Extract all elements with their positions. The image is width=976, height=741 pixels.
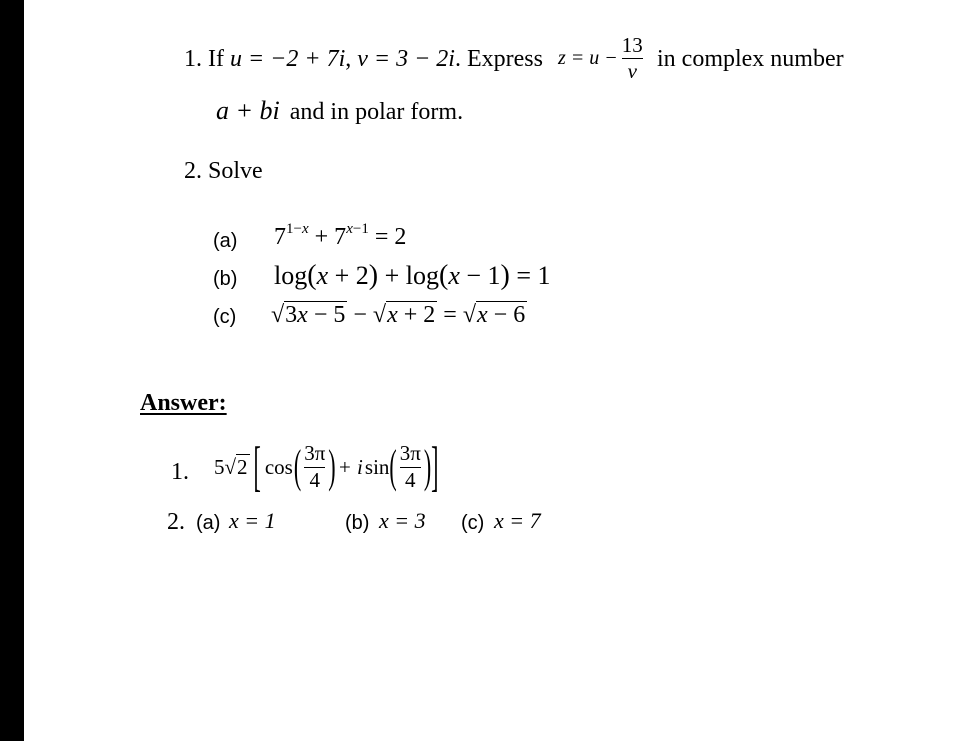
cos-fraction-numerator: 3π <box>304 441 326 466</box>
part-b-equation: log(x + 2) + log(x − 1) = 1 <box>274 260 551 291</box>
v-definition: v = 3 − 2i <box>357 46 455 72</box>
answer-1-number: 1. <box>171 459 189 485</box>
answer-heading <box>140 390 227 417</box>
open-paren-icon-2: ( <box>389 439 397 493</box>
question-1-lead: If <box>208 46 224 72</box>
open-bracket-icon: [ <box>253 434 261 497</box>
question-1-number: 1. <box>184 46 202 72</box>
question-1-tail: in complex number <box>657 46 844 72</box>
sin-fraction-numerator: 3π <box>399 441 421 466</box>
answer-2c-label: (c) <box>461 512 485 534</box>
answer-2b-value: x = 3 <box>379 508 426 533</box>
z-fraction-numerator: 13 <box>621 33 643 57</box>
express-text: . Express <box>454 46 543 72</box>
answer-1-expression: 5√2 [ cos ( $\frac{3\pi}{4}$ ) + i sin ( $\frac{3\pi}{4}$ ) ] <box>214 436 439 498</box>
u-definition: u = −2 + 7i <box>229 46 346 72</box>
plus-i-text: + i <box>337 454 363 479</box>
question-2-title: Solve <box>208 158 263 184</box>
question-2-heading <box>184 158 263 185</box>
cos-fraction-denominator: 4 <box>309 467 320 492</box>
answer-2a-value: x = 1 <box>229 508 276 533</box>
part-a-label: (a) <box>213 230 238 252</box>
close-paren-icon: ) <box>328 439 336 493</box>
z-formula-left: z = u − <box>558 47 618 70</box>
z-fraction-denominator: v <box>627 59 637 84</box>
question-2-number: 2. <box>184 158 202 184</box>
z-formula <box>558 34 643 83</box>
answer-2b-label: (b) <box>345 512 370 534</box>
open-paren-icon: ( <box>293 439 302 493</box>
cos-fraction <box>304 442 325 491</box>
question-1-line-2 <box>216 96 463 126</box>
a-plus-bi: a + bi <box>216 96 280 125</box>
close-bracket-icon: ] <box>431 434 439 497</box>
answer-2a-label: (a) <box>196 512 221 534</box>
part-c-label: (c) <box>213 306 237 328</box>
sin-fraction-denominator: 4 <box>405 467 416 492</box>
answer-2c-value: x = 7 <box>494 508 541 533</box>
sin-text: sin <box>364 454 390 479</box>
part-b-label: (b) <box>213 268 238 290</box>
part-c-equation: √3x − 5 − √x + 2 = √x − 6 <box>271 302 526 328</box>
answer-2-number: 2. <box>167 509 185 535</box>
sin-fraction <box>400 442 421 491</box>
part-a-equation: $7^{1-x} + 7^{x-1} = 2$ <box>274 221 407 250</box>
polar-form-text: and in polar form. <box>289 99 464 125</box>
document-page <box>24 0 976 741</box>
answer-heading-text: Answer: <box>140 390 227 416</box>
close-paren-icon-2: ) <box>423 439 432 493</box>
z-fraction <box>622 34 643 83</box>
cos-text: cos <box>264 454 293 479</box>
question-1-line-1: 1. If u = −2 + 7i, v = 3 − 2i. Express <box>184 46 543 72</box>
